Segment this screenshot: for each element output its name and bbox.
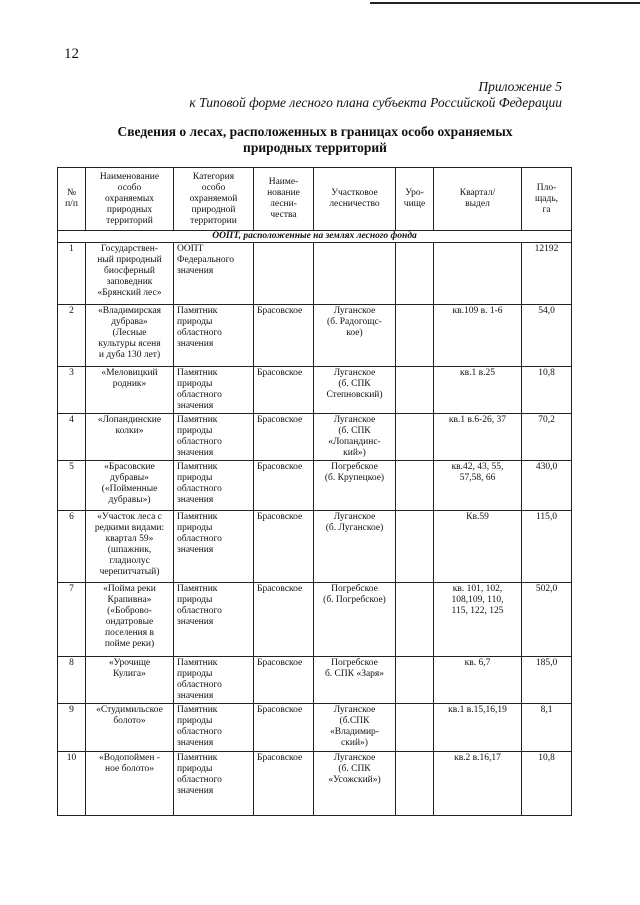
cell-kvartal: кв. 6,7: [434, 657, 522, 704]
cell-number: 1: [58, 243, 86, 305]
cell-lesnichestvo: Брасовское: [254, 583, 314, 657]
appendix-line-2: к Типовой форме лесного плана субъекта Российской Федерации: [189, 95, 562, 110]
cell-oopt-name: «Участок леса с редкими видами: квартал 59» (шпажник, гладиолус черепитчатый): [86, 511, 174, 583]
cell-category: Памятник природы областного значения: [174, 367, 254, 414]
cell-urochishche: [396, 657, 434, 704]
cell-uchastok: Погребское (б. Погребское): [314, 583, 396, 657]
cell-category: Памятник природы областного значения: [174, 657, 254, 704]
cell-oopt-name: «Урочище Кулига»: [86, 657, 174, 704]
cell-oopt-name: «Меловицкий родник»: [86, 367, 174, 414]
table-row: [58, 367, 572, 414]
cell-kvartal: кв.1 в.25: [434, 367, 522, 414]
table-row: [58, 704, 572, 752]
cell-uchastok: Луганское (б.СПК «Владимир- ский»): [314, 704, 396, 752]
cell-lesnichestvo: Брасовское: [254, 657, 314, 704]
cell-uchastok: Погребское б. СПК «Заря»: [314, 657, 396, 704]
header-number: № п/п: [58, 168, 86, 231]
cell-category: Памятник природы областного значения: [174, 461, 254, 511]
cell-lesnichestvo: Брасовское: [254, 367, 314, 414]
title-line-1: Сведения о лесах, расположенных в границах особо охраняемых: [117, 124, 513, 139]
cell-area: 115,0: [522, 511, 572, 583]
cell-lesnichestvo: Брасовское: [254, 414, 314, 461]
table-row: [58, 414, 572, 461]
cell-category: Памятник природы областного значения: [174, 511, 254, 583]
page-number: 12: [64, 46, 79, 62]
cell-number: 3: [58, 367, 86, 414]
table-row: [58, 511, 572, 583]
section-row: [58, 231, 572, 243]
header-area: Пло- щадь, га: [522, 168, 572, 231]
cell-kvartal: кв.42, 43, 55, 57,58, 66: [434, 461, 522, 511]
cell-urochishche: [396, 704, 434, 752]
cell-area: 54,0: [522, 305, 572, 367]
cell-lesnichestvo: Брасовское: [254, 461, 314, 511]
table-header-row: [58, 168, 572, 231]
cell-lesnichestvo: Брасовское: [254, 305, 314, 367]
cell-area: 430,0: [522, 461, 572, 511]
header-uchastok: Участковое лесничество: [314, 168, 396, 231]
cell-area: 502,0: [522, 583, 572, 657]
cell-uchastok: Луганское (б. СПК Степновский): [314, 367, 396, 414]
table-row: [58, 305, 572, 367]
cell-kvartal: кв.2 в.16,17: [434, 752, 522, 816]
cell-oopt-name: «Пойма реки Крапивна» («Боброво- ондатровые поселения в пойме реки): [86, 583, 174, 657]
table-row: [58, 583, 572, 657]
cell-category: Памятник природы областного значения: [174, 414, 254, 461]
cell-category: ООПТ Федерального значения: [174, 243, 254, 305]
cell-area: 10,8: [522, 752, 572, 816]
cell-number: 2: [58, 305, 86, 367]
cell-oopt-name: «Водопоймен - ное болото»: [86, 752, 174, 816]
header-lesnichestvo: Наиме- нование лесни- чества: [254, 168, 314, 231]
cell-category: Памятник природы областного значения: [174, 583, 254, 657]
cell-number: 10: [58, 752, 86, 816]
cell-lesnichestvo: Брасовское: [254, 752, 314, 816]
appendix-caption: [189, 79, 562, 111]
table-row: [58, 461, 572, 511]
cell-lesnichestvo: [254, 243, 314, 305]
header-kvartal: Квартал/ выдел: [434, 168, 522, 231]
cell-urochishche: [396, 511, 434, 583]
section-label: ООПТ, расположенные на землях лесного фонда: [58, 231, 572, 243]
cell-urochishche: [396, 243, 434, 305]
cell-oopt-name: «Студимильское болото»: [86, 704, 174, 752]
cell-area: 185,0: [522, 657, 572, 704]
cell-uchastok: Луганское (б. СПК «Лопандинс- кий»): [314, 414, 396, 461]
cell-number: 4: [58, 414, 86, 461]
cell-number: 6: [58, 511, 86, 583]
oopt-table: [57, 167, 572, 816]
document-title: [60, 124, 570, 156]
cell-urochishche: [396, 305, 434, 367]
cell-kvartal: [434, 243, 522, 305]
cell-number: 5: [58, 461, 86, 511]
cell-uchastok: [314, 243, 396, 305]
title-line-2: природных территорий: [243, 140, 387, 155]
cell-oopt-name: «Брасовские дубравы» («Пойменные дубравы»): [86, 461, 174, 511]
header-urochishche: Уро- чище: [396, 168, 434, 231]
cell-urochishche: [396, 367, 434, 414]
cell-kvartal: кв.1 в.6-26, 37: [434, 414, 522, 461]
cell-urochishche: [396, 583, 434, 657]
cell-category: Памятник природы областного значения: [174, 752, 254, 816]
header-oopt-name: Наименование особо охраняемых природных территорий: [86, 168, 174, 231]
cell-kvartal: кв.109 в. 1-6: [434, 305, 522, 367]
cell-kvartal: кв. 101, 102, 108,109, 110, 115, 122, 125: [434, 583, 522, 657]
table-row: [58, 657, 572, 704]
cell-oopt-name: «Владимирская дубрава» (Лесные культуры ясеня и дуба 130 лет): [86, 305, 174, 367]
cell-urochishche: [396, 461, 434, 511]
top-rule: [370, 2, 640, 4]
cell-uchastok: Луганское (б. СПК «Усожский»): [314, 752, 396, 816]
cell-area: 10,8: [522, 367, 572, 414]
cell-number: 8: [58, 657, 86, 704]
cell-uchastok: Погребское (б. Крупецкое): [314, 461, 396, 511]
cell-number: 9: [58, 704, 86, 752]
cell-category: Памятник природы областного значения: [174, 704, 254, 752]
cell-urochishche: [396, 752, 434, 816]
cell-oopt-name: «Лопандинские колки»: [86, 414, 174, 461]
cell-number: 7: [58, 583, 86, 657]
cell-lesnichestvo: Брасовское: [254, 704, 314, 752]
cell-uchastok: Луганское (б. Луганское): [314, 511, 396, 583]
cell-urochishche: [396, 414, 434, 461]
cell-kvartal: Кв.59: [434, 511, 522, 583]
appendix-line-1: Приложение 5: [478, 79, 562, 94]
header-category: Категория особо охраняемой природной территории: [174, 168, 254, 231]
cell-oopt-name: Государствен- ный природный биосферный заповедник «Брянский лес»: [86, 243, 174, 305]
cell-uchastok: Луганское (б. Радогощс- кое): [314, 305, 396, 367]
cell-kvartal: кв.1 в.15,16,19: [434, 704, 522, 752]
cell-lesnichestvo: Брасовское: [254, 511, 314, 583]
cell-category: Памятник природы областного значения: [174, 305, 254, 367]
table-row: [58, 752, 572, 816]
table-row: [58, 243, 572, 305]
cell-area: 70,2: [522, 414, 572, 461]
cell-area: 8,1: [522, 704, 572, 752]
cell-area: 12192: [522, 243, 572, 305]
